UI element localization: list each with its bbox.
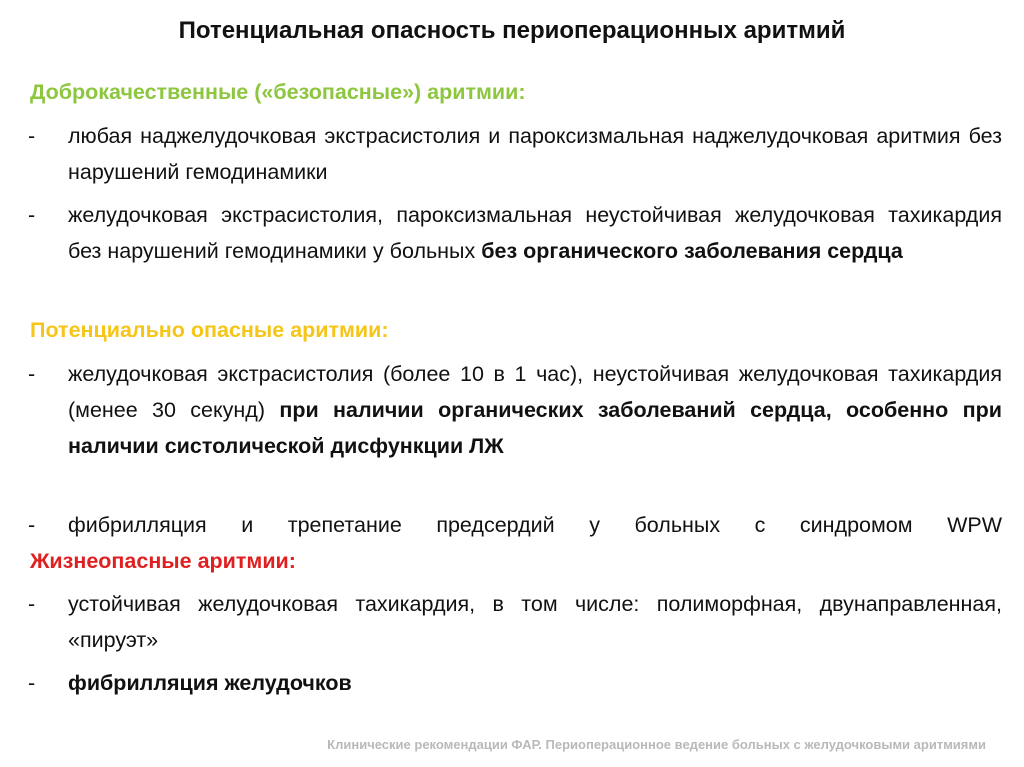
bullet-text (68, 507, 1002, 543)
bullet-text (68, 356, 1002, 464)
potential-arrhythmias-heading: Потенциально опасные аритмии: (30, 318, 389, 342)
life-threatening-arrhythmias-heading: Жизнеопасные аритмии: (30, 549, 296, 573)
bullet-text-part: фибрилляция и трепетание предсердий у больных с синдромом WPW (68, 513, 1002, 537)
bullet-dash: - (28, 362, 36, 386)
bullet-dash: - (28, 671, 36, 695)
bullet-dash: - (28, 513, 36, 537)
life-threatening-bullet-2 (28, 665, 1002, 701)
benign-arrhythmias-heading: Доброкачественные («безопасные») аритмии: (30, 80, 526, 104)
potential-bullet-2 (28, 507, 1002, 543)
bullet-text (68, 665, 1002, 701)
life-threatening-bullet-1 (28, 586, 1002, 658)
bullet-text-emphasis: без органического заболевания сердца (481, 239, 903, 263)
potential-bullet-1 (28, 356, 1002, 464)
bullet-dash: - (28, 203, 36, 227)
bullet-text (68, 586, 1002, 658)
bullet-text (68, 197, 1002, 269)
bullet-text-part: желудочковая экстрасистолия (более 10 в 1 час), неустойчивая желудочковая тахикардия (менее 30 секунд) (68, 362, 1002, 422)
bullet-text-part: желудочковая экстрасистолия, пароксизмальная неустойчивая желудочковая тахикардия без нарушений гемодинамики у больных (68, 203, 1002, 263)
bullet-text (68, 118, 1002, 190)
bullet-text-part: устойчивая желудочковая тахикардия, в том числе: полиморфная, двунаправленная, «пируэт» (68, 592, 1002, 652)
bullet-dash: - (28, 124, 36, 148)
source-footer: Клинические рекомендации ФАР. Периоперационное ведение больных с желудочковыми аритмиями (327, 737, 986, 752)
bullet-text-part: любая наджелудочковая экстрасистолия и пароксизмальная наджелудочковая аритмия без нарушений гемодинамики (68, 124, 1002, 184)
slide-title: Потенциальная опасность периоперационных аритмий (178, 17, 846, 44)
bullet-text-emphasis: при наличии органических заболеваний сердца, особенно при наличии систолической дисфункции ЛЖ (68, 398, 1002, 458)
benign-bullet-1 (28, 118, 1002, 190)
benign-bullet-2 (28, 197, 1002, 269)
bullet-dash: - (28, 592, 36, 616)
bullet-text-part: фибрилляция желудочков (68, 671, 352, 695)
